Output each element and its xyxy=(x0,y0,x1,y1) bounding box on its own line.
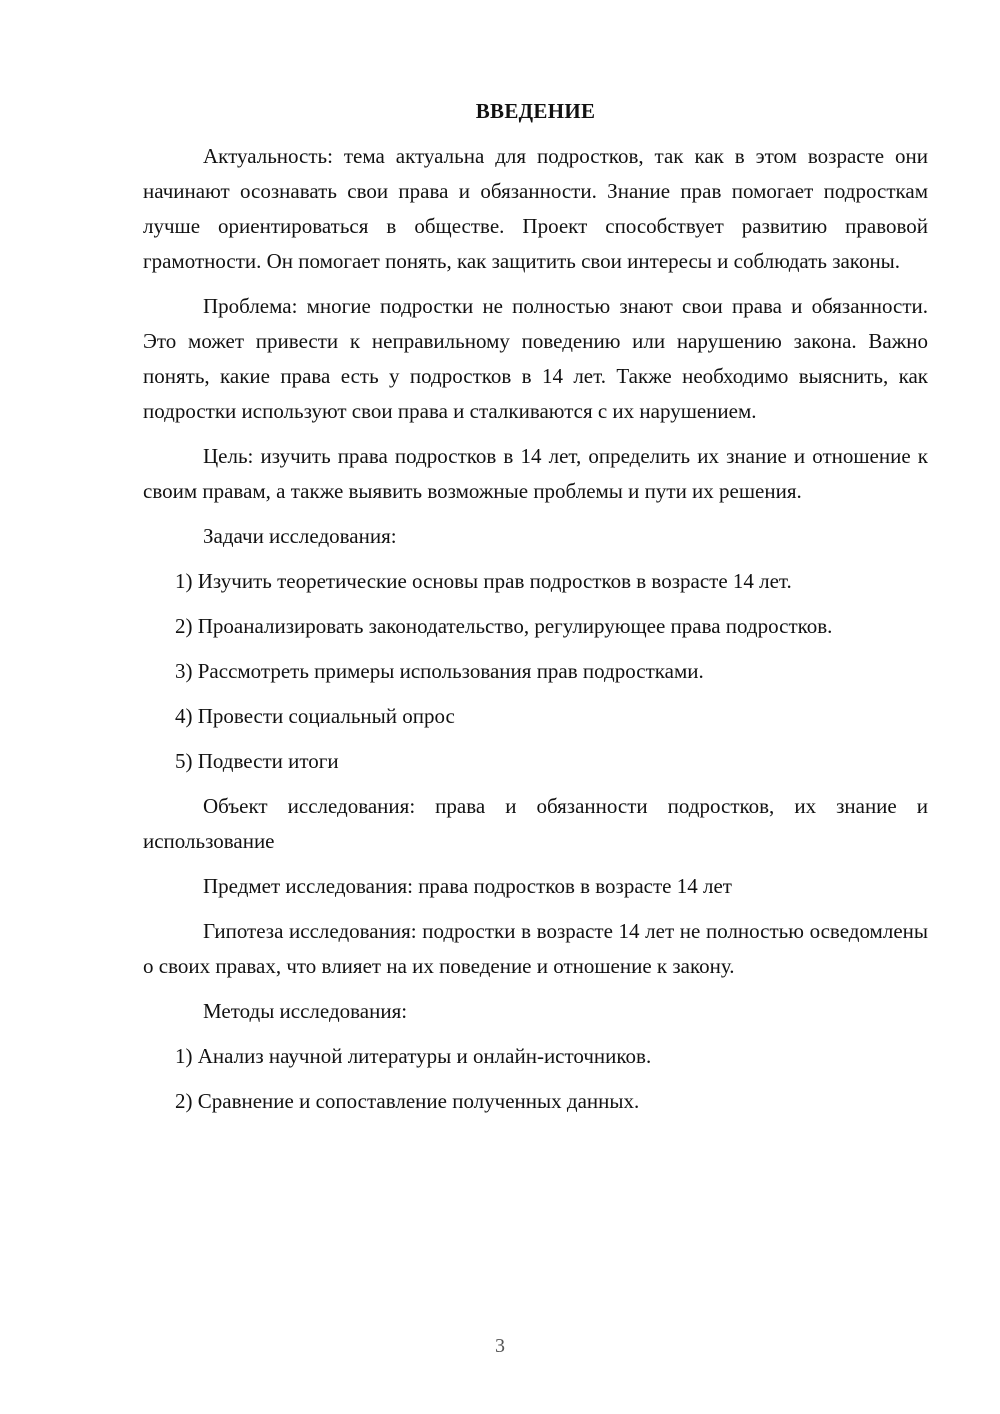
paragraph-tasks-heading: Задачи исследования: xyxy=(203,524,397,548)
paragraph-hypothesis: Гипотеза исследования: подростки в возрасте 14 лет не полностью осведомлены о своих правах, что влияет на их поведение и отношение к закону. xyxy=(143,919,928,978)
task-item-3: 3) Рассмотреть примеры использования прав подростками. xyxy=(175,659,704,683)
task-item-2: 2) Проанализировать законодательство, регулирующее права подростков. xyxy=(175,614,833,638)
paragraph-relevance: Актуальность: тема актуальна для подростков, так как в этом возрасте они начинают осознавать свои права и обязанности. Знание прав помогает подросткам лучше ориентироваться в обществе. Проект способствует развитию правовой грамотности. Он помогает понять, как защитить свои интересы и соблюдать законы. xyxy=(143,144,928,273)
task-item-1: 1) Изучить теоретические основы прав подростков в возрасте 14 лет. xyxy=(175,569,792,593)
section-title: ВВЕДЕНИЕ xyxy=(475,99,596,123)
document-page xyxy=(143,95,928,1129)
paragraph-object: Объект исследования: права и обязанности подростков, их знание и использование xyxy=(143,794,928,853)
paragraph-problem: Проблема: многие подростки не полностью знают свои права и обязанности. Это может привести к неправильному поведению или нарушению закона. Важно понять, какие права есть у подростков в 14 лет. Также необходимо выяснить, как подростки используют свои права и сталкиваются с их нарушением. xyxy=(143,294,928,423)
method-item-2: 2) Сравнение и сопоставление полученных данных. xyxy=(175,1089,640,1113)
method-item-1: 1) Анализ научной литературы и онлайн-источников. xyxy=(175,1044,652,1068)
paragraph-subject: Предмет исследования: права подростков в возрасте 14 лет xyxy=(203,874,732,898)
task-item-5: 5) Подвести итоги xyxy=(175,749,339,773)
task-item-4: 4) Провести социальный опрос xyxy=(175,704,455,728)
paragraph-methods-heading: Методы исследования: xyxy=(203,999,408,1023)
paragraph-goal: Цель: изучить права подростков в 14 лет, определить их знание и отношение к своим правам, а также выявить возможные проблемы и пути их решения. xyxy=(143,444,928,503)
page-number: 3 xyxy=(495,1335,505,1357)
